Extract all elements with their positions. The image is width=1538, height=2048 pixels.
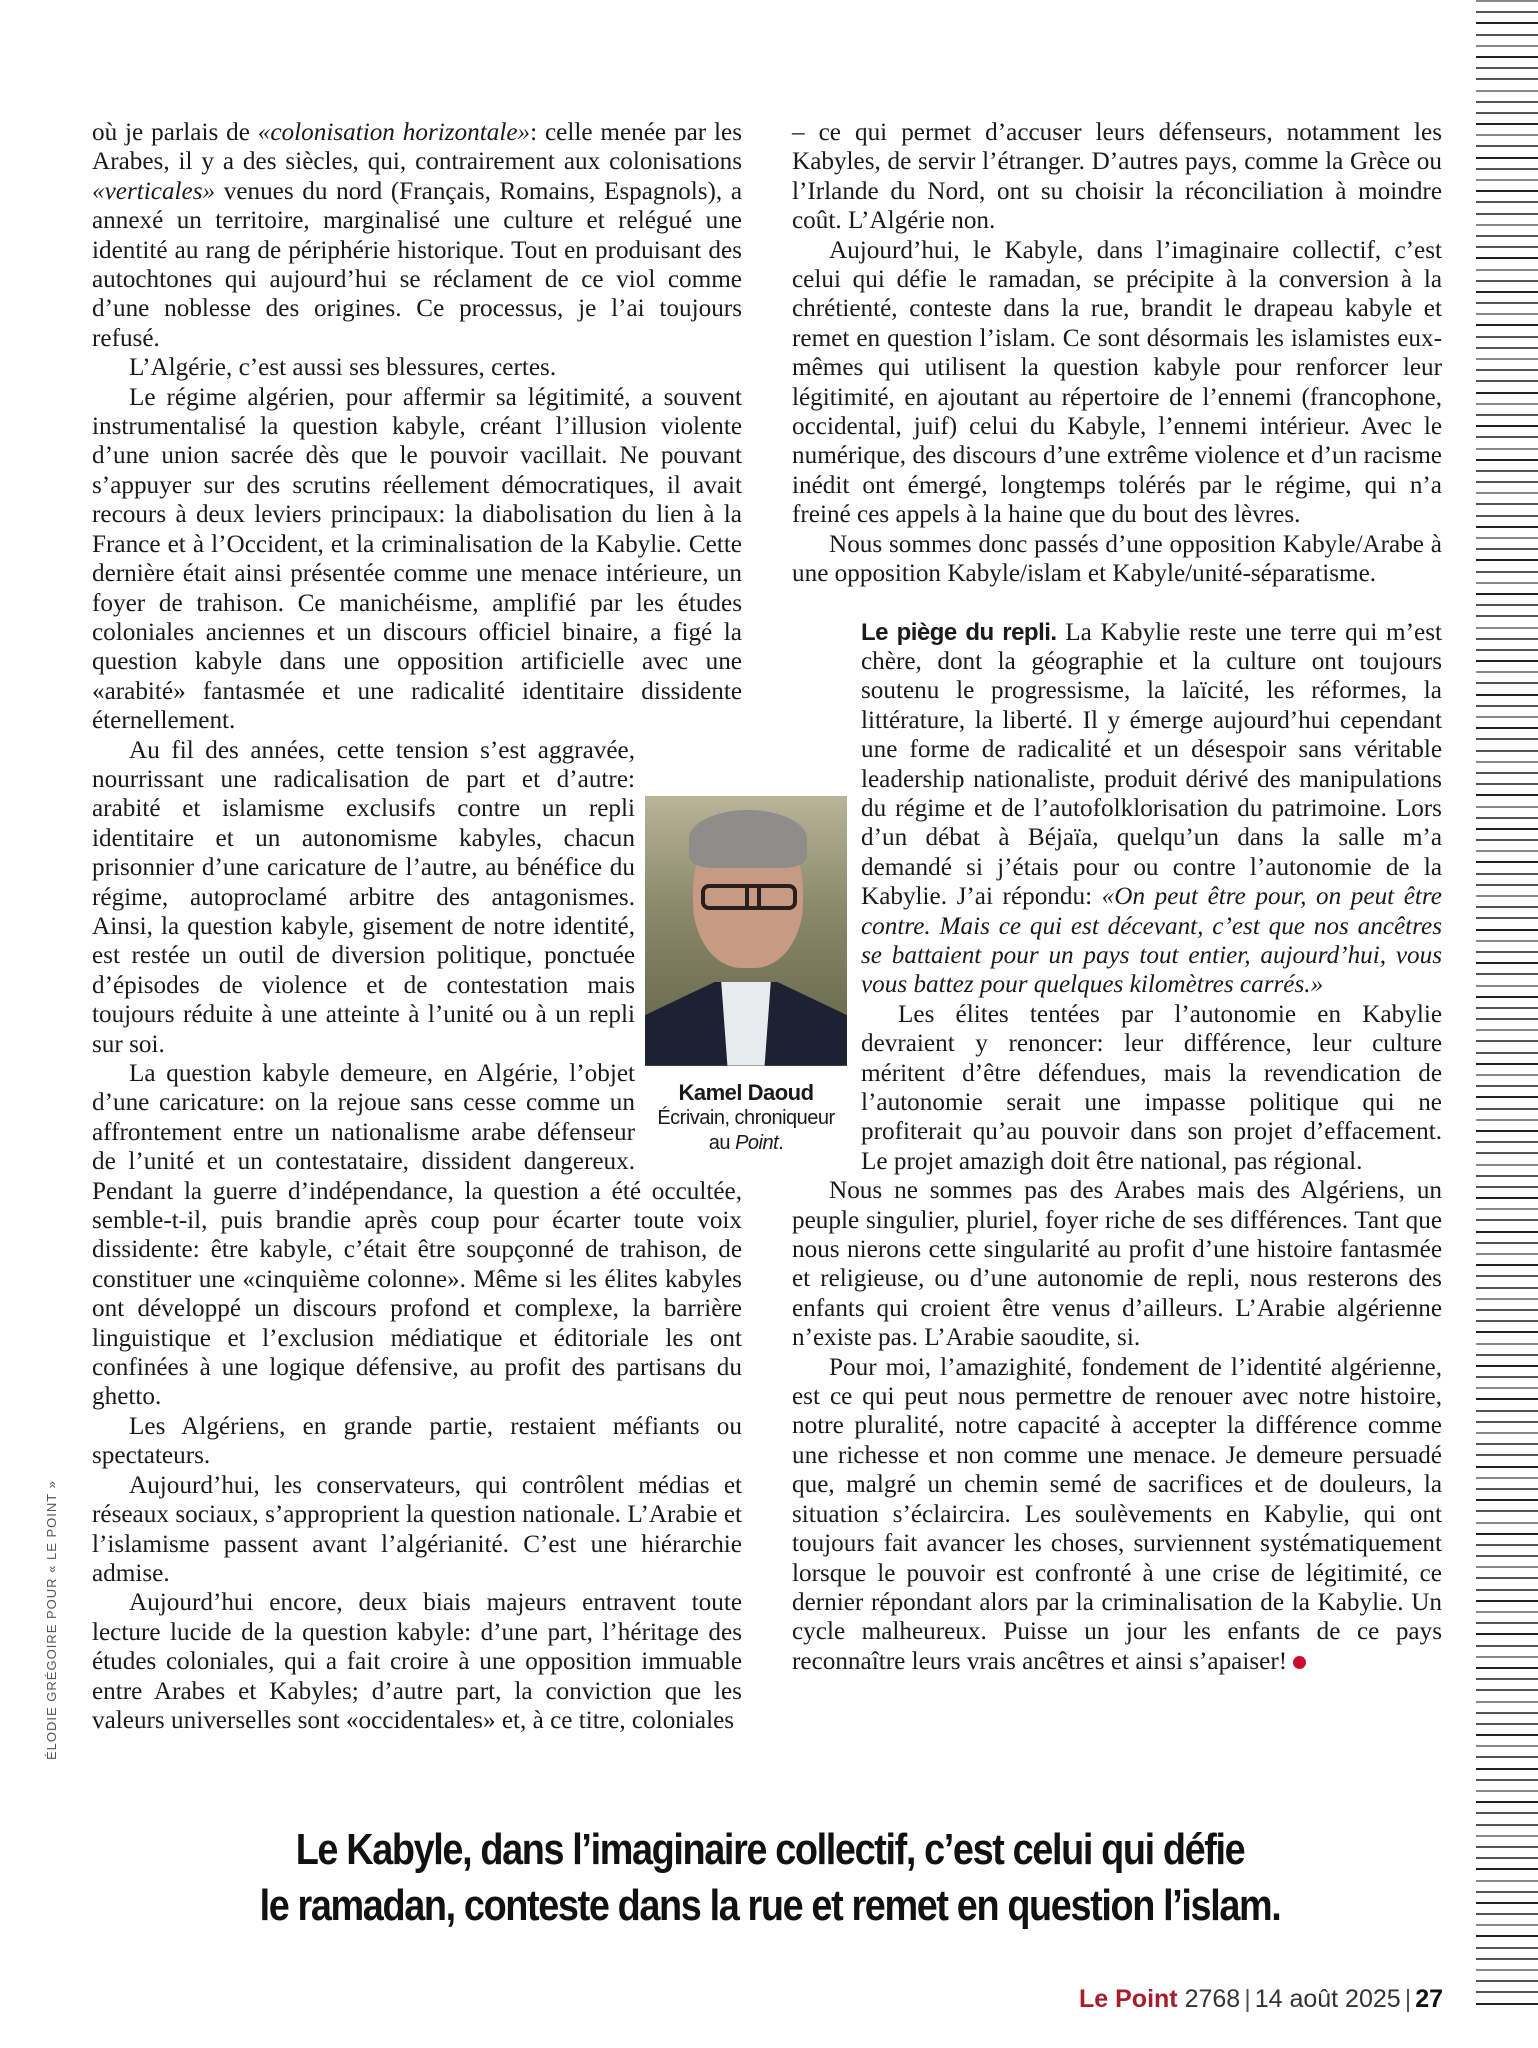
edge-stripe [1476,1510,1538,1512]
edge-stripe [1476,1488,1538,1490]
edge-stripe [1476,1645,1538,1647]
text-run: : celle menée par les Arabes, il y a des siècles, qui, contrairement aux colonisations [92,119,742,176]
edge-stripe [1476,224,1538,226]
edge-stripe [1476,571,1538,573]
edge-stripe [1476,895,1538,897]
paragraph: La question kabyle demeure, en Algérie, l’objet d’une caricature: on la rejoue sans cesse comme un affrontement entre un nationalisme arabe défenseur de l’unité et un contestataire, dissident dangereux. Pendant la guerre d’indépendance, la question a été occultée, semble-t-il, puis brandie après coup pour écarter toute voix dissidente: être kabyle, c’était être soupçonné de trahison, de constituer une «cinquième colonne». Même si les élites kabyles ont développé un discours profond et complexe, la barrière linguistique et l’exclusion médiatique et éditoriale les ont confinées à une logique défensive, au profit des partisans du ghetto. [92,1060,742,1411]
edge-stripe [1476,772,1538,774]
edge-stripe [1476,470,1538,472]
edge-stripe [1476,157,1538,159]
edge-stripe [1476,380,1538,382]
edge-stripe [1476,34,1538,36]
edge-stripe [1476,347,1538,349]
author-role-text: Écrivain, chroniqueur au [657,1106,835,1154]
text-run: La Kabylie reste une terre qui m’est chère, dont la géographie et la culture ont toujours soutenu le progressisme, la laïcité, les réformes, la littérature, la liberté. Il y émerge aujourd’hui cependant une forme de radicalité et un désespoir sans véritable leadership nationaliste, produit dérivé des manipulations du régime et de l’autofolklorisation du patrimoine. Lors d’un débat à Béjaïa, quelqu’un dans la salle m’a demandé si j’étais pour ou contre l’autonomie de la Kabylie. J’ai répondu: [861,618,1442,911]
edge-stripe [1476,392,1538,394]
edge-stripe [1476,1477,1538,1479]
edge-stripe [1476,1544,1538,1546]
edge-stripe [1476,291,1538,293]
edge-stripe [1476,761,1538,763]
edge-stripe [1476,1007,1538,1009]
edge-stripe [1476,884,1538,886]
paragraph: – ce qui permet d’accuser leurs défenseurs, notamment les Kabyles, de servir l’étranger. D’autres pays, comme la Grèce ou l’Irlande du Nord, ont su choisir la réconciliation à moindre coût. L’Algérie non. [792,119,1442,235]
edge-stripe [1476,168,1538,170]
edge-stripe [1476,1880,1538,1882]
edge-stripe [1476,649,1538,651]
edge-stripe [1476,1779,1538,1781]
edge-stripe [1476,414,1538,416]
edge-stripe [1476,11,1538,13]
edge-stripe [1476,929,1538,931]
edge-stripe [1476,101,1538,103]
edge-stripe [1476,1969,1538,1971]
edge-stripe [1476,1275,1538,1277]
edge-stripe [1476,1656,1538,1658]
edge-stripe [1476,638,1538,640]
edge-stripe [1476,1376,1538,1378]
edge-stripe [1476,56,1538,58]
edge-stripe [1476,1096,1538,1098]
edge-stripe [1476,1029,1538,1031]
edge-stripe [1476,0,1538,2]
edge-stripe [1476,1667,1538,1669]
edge-stripe [1476,1085,1538,1087]
edge-stripe [1476,1499,1538,1501]
edge-stripe [1476,727,1538,729]
edge-stripe [1476,257,1538,259]
edge-stripe [1476,1768,1538,1770]
edge-stripe [1476,1264,1538,1266]
pull-quote-line-2: le ramadan, conteste dans la rue et remet en question l’islam. [259,1881,1281,1930]
edge-stripe [1476,1801,1538,1803]
edge-stripe [1476,1354,1538,1356]
edge-stripe [1476,1152,1538,1154]
edge-stripe [1476,1891,1538,1893]
edge-stripe [1476,1343,1538,1345]
edge-stripe [1476,582,1538,584]
author-name: Kamel Daoud [678,1079,814,1105]
edge-stripe [1476,1141,1538,1143]
edge-stripe [1476,246,1538,248]
article-column-right [792,118,1442,1676]
paragraph: Au fil des années, cette tension s’est aggravée, nourrissant une radicalisation de part et d’autre: arabité et islamisme exclusifs contre un repli identitaire et un autonomisme kabyles, chacun prisonnier d’une caricature de l’autre, au bénéfice du régime, autoproclamé arbitre des antagonismes. Ainsi, la question kabyle, gisement de notre identité, est restée un outil de diversion politique, ponctuée d’épisodes de violence et de contestation mais toujours réduite à une atteinte à l’unité ou à un repli sur soi. [92,736,635,1058]
edge-stripe [1476,1902,1538,1904]
edge-stripe [1476,1130,1538,1132]
edge-stripe [1476,1253,1538,1255]
edge-stripe [1476,1846,1538,1848]
edge-stripe [1476,873,1538,875]
photo-glasses [701,884,797,910]
edge-stripe [1476,1443,1538,1445]
edge-stripe [1476,794,1538,796]
issue-date: 14 août 2025 [1254,1985,1401,2013]
edge-stripe [1476,1197,1538,1199]
edge-stripe [1476,917,1538,919]
edge-stripe [1476,503,1538,505]
edge-stripe [1476,302,1538,304]
edge-stripe [1476,1119,1538,1121]
edge-stripe [1476,1287,1538,1289]
edge-stripe [1476,962,1538,964]
section-heading: Le piège du repli. [861,618,1057,646]
page-footer [1079,1985,1443,2014]
edge-stripe [1476,783,1538,785]
edge-stripe [1476,1991,1538,1993]
edge-stripe [1476,1320,1538,1322]
issue-number: 2768 [1184,1985,1241,2013]
italic-text: «colonisation horizontale» [257,119,531,146]
edge-stripe [1476,1947,1538,1949]
edge-stripe [1476,537,1538,539]
edge-stripe [1476,1074,1538,1076]
edge-stripe [1476,738,1538,740]
edge-stripe [1476,1678,1538,1680]
edge-stripe [1476,1633,1538,1635]
edge-stripe [1476,1868,1538,1870]
edge-stripe [1476,1186,1538,1188]
edge-stripe [1476,1734,1538,1736]
italic-text: «verticales» [92,177,216,205]
edge-stripe [1476,459,1538,461]
edge-stripe [1476,313,1538,315]
edge-stripe [1476,750,1538,752]
edge-stripe [1476,1432,1538,1434]
edge-stripe [1476,627,1538,629]
pull-quote-line-1: Le Kabyle, dans l’imaginaire collectif, c’est celui qui défie [295,1825,1245,1874]
edge-stripe [1476,213,1538,215]
publication-name: Point [735,1131,779,1154]
edge-stripe [1476,1219,1538,1221]
edge-stripe [1476,806,1538,808]
edge-stripe [1476,280,1538,282]
paragraph [92,118,742,353]
edge-stripe [1476,67,1538,69]
edge-stripe [1476,336,1538,338]
edge-stripe [1476,1622,1538,1624]
edge-stripe [1476,1309,1538,1311]
end-mark-dot [1293,1656,1306,1669]
edge-stripe [1476,1242,1538,1244]
edge-stripe [1476,22,1538,24]
edge-stripe [1476,559,1538,561]
edge-stripe [1476,1454,1538,1456]
pull-quote [237,1822,1303,1934]
edge-stripe [1476,951,1538,953]
edge-stripe [1476,1577,1538,1579]
text-run: où je parlais de [92,119,258,146]
edge-stripe [1476,78,1538,80]
page-edge-stripes [1476,0,1538,2048]
edge-stripe [1476,448,1538,450]
edge-stripe [1476,481,1538,483]
edge-stripe [1476,1812,1538,1814]
edge-stripe [1476,1175,1538,1177]
paragraph: Nous ne sommes pas des Arabes mais des Algériens, un peuple singulier, pluriel, foyer riche de ses différences. Tant que nous nierons cette singularité au profit d’une histoire fantasmée et religieuse, ou d’une autonomie de repli, nous resterons des enfants qui croient être venus d’ailleurs. L’Arabie algérienne n’existe pas. L’Arabie saoudite, si. [792,1177,1442,1352]
paragraph: Aujourd’hui, les conservateurs, qui contrôlent médias et réseaux sociaux, s’approprient la question nationale. L’Arabie et l’islamisme passent avant l’algérianité. C’est une hiérarchie admise. [92,1471,742,1587]
edge-stripe [1476,358,1538,360]
photo-wrap-spacer [792,794,861,1164]
edge-stripe [1476,1052,1538,1054]
edge-stripe [1476,1566,1538,1568]
edge-stripe [1476,1824,1538,1826]
edge-stripe [1476,190,1538,192]
edge-stripe [1476,604,1538,606]
footer-separator: | [1404,1985,1412,2013]
edge-stripe [1476,1208,1538,1210]
edge-stripe [1476,973,1538,975]
edge-stripe [1476,1589,1538,1591]
edge-stripe [1476,201,1538,203]
edge-stripe [1476,436,1538,438]
edge-stripe [1476,671,1538,673]
edge-stripe [1476,1611,1538,1613]
edge-stripe [1476,861,1538,863]
paragraph: Les élites tentées par l’autonomie en Kabylie devraient y renoncer: leur différence, leur culture méritent d’être défendues, mais la revendication de l’autonomie serait une impasse politique qui ne profiterait qu’au pouvoir dans son projet d’effacement. Le projet amazigh doit être national, pas régional. [861,1000,1442,1175]
edge-stripe [1476,817,1538,819]
edge-stripe [1476,235,1538,237]
edge-stripe [1476,145,1538,147]
photo-credit: ÉLODIE GRÉGOIRE POUR « LE POINT » [44,1480,59,1760]
edge-stripe [1476,1421,1538,1423]
edge-stripe [1476,1555,1538,1557]
edge-stripe [1476,1331,1538,1333]
edge-stripe [1476,269,1538,271]
edge-stripe [1476,1701,1538,1703]
edge-stripe [1476,1398,1538,1400]
edge-stripe [1476,515,1538,517]
edge-stripe [1476,403,1538,405]
edge-stripe [1476,1689,1538,1691]
paragraph: Pour moi, l’amazighité, fondement de l’identité algérienne, est ce qui peut nous permettre de renouer avec notre histoire, notre pluralité, notre capacité à accepter la différence comme une richesse et non comme une menace. Je demeure persuadé que, malgré un chemin semé de sacrifices et de douleurs, la situation s’éclaircira. Les soulèvements en Kabylie, qui ont toujours fait avancer les choses, surviennent systématiquement lorsque le pouvoir est confronté à une crise de légitimité, ce dernier répondant alors par la criminalisation de la Kabylie. Un cycle malheureux. Puisse un jour les enfants de ce pays reconnaître leurs vrais ancêtres et ainsi s’apaiser! [792,1353,1442,1675]
edge-stripe [1476,940,1538,942]
edge-stripe [1476,1018,1538,1020]
article-column-left [92,118,835,1735]
paragraph: Aujourd’hui, le Kabyle, dans l’imaginaire collectif, c’est celui qui défie le ramadan, se précipite à la conversion à la chrétienté, conteste dans la rue, brandit le drapeau kabyle et remet en question l’islam. Ce sont désormais les islamistes eux-mêmes qui utilisent la question kabyle pour renforcer leur légitimité, en ajoutant au répertoire de l’ennemi (francophone, occidental, juif) celui du Kabyle, l’ennemi intérieur. Avec le numérique, des discours d’une extrême violence et d’un racisme inédit ont émergé, longtemps tolérés par le régime, qui n’a freiné ces appels à la haine que du bout des lèvres. [792,236,1442,529]
edge-stripe [1476,1913,1538,1915]
edge-stripe [1476,45,1538,47]
edge-stripe [1476,1164,1538,1166]
paragraph: L’Algérie, c’est aussi ses blessures, certes. [129,354,557,382]
edge-stripe [1476,906,1538,908]
section-paragraph [792,618,1442,1000]
edge-stripe [1476,548,1538,550]
edge-stripe [1476,660,1538,662]
edge-stripe [1476,1600,1538,1602]
edge-stripe [1476,1924,1538,1926]
edge-stripe [1476,1980,1538,1982]
edge-stripe [1476,1723,1538,1725]
edge-stripe [1476,1365,1538,1367]
page-number: 27 [1415,1985,1443,2013]
edge-stripe [1476,1857,1538,1859]
edge-stripe [1476,1958,1538,1960]
edge-stripe [1476,705,1538,707]
author-role-suffix: . [778,1131,784,1154]
edge-stripe [1476,492,1538,494]
edge-stripe [1476,593,1538,595]
edge-stripe [1476,682,1538,684]
edge-stripe [1476,123,1538,125]
edge-stripe [1476,179,1538,181]
edge-stripe [1476,1387,1538,1389]
edge-stripe [1476,1835,1538,1837]
edge-stripe [1476,694,1538,696]
edge-stripe [1476,425,1538,427]
edge-stripe [1476,112,1538,114]
quote-text: «On peut être pour, on peut être contre. Mais ce qui est décevant, c’est que nos ancêtres se battaient pour un pays tout entier, aujourd’hui, vous vous battez pour quelques kilomètres carrés.» [861,883,1442,999]
edge-stripe [1476,1745,1538,1747]
edge-stripe [1476,1040,1538,1042]
magazine-brand: Le Point [1079,1985,1178,2013]
edge-stripe [1476,1410,1538,1412]
edge-stripe [1476,996,1538,998]
paragraph: Nous sommes donc passés d’une opposition Kabyle/Arabe à une opposition Kabyle/islam et Kabyle/unité-séparatisme. [792,530,1442,588]
edge-stripe [1476,985,1538,987]
edge-stripe [1476,369,1538,371]
edge-stripe [1476,1712,1538,1714]
edge-stripe [1476,2003,1538,2005]
edge-stripe [1476,526,1538,528]
edge-stripe [1476,1466,1538,1468]
edge-stripe [1476,134,1538,136]
paragraph: Le régime algérien, pour affermir sa légitimité, a souvent instrumentalisé la question kabyle, créant l’illusion violente d’une union sacrée dès que le pouvoir vacillait. Ne pouvant s’appuyer sur des scrutins réellement démocratiques, il avait recours à deux leviers principaux: la diabolisation du lien à la France et à l’Occident, et la criminalisation de la Kabylie. Cette dernière était ainsi présentée comme une menace intérieure, un foyer de trahison. Ce manichéisme, amplifié par les études coloniales anciennes et un discours officiel binaire, a figé la question kabyle dans une opposition artificielle avec une «arabité» fantasmée et une radicalité identitaire dissidente éternellement. [92,383,742,735]
edge-stripe [1476,828,1538,830]
edge-stripe [1476,1231,1538,1233]
edge-stripe [1476,324,1538,326]
edge-stripe [1476,1756,1538,1758]
edge-stripe [1476,1298,1538,1300]
edge-stripe [1476,850,1538,852]
edge-stripe [1476,1935,1538,1937]
edge-stripe [1476,716,1538,718]
edge-stripe [1476,1522,1538,1524]
paragraph: Aujourd’hui encore, deux biais majeurs entravent toute lecture lucide de la question kabyle: d’une part, l’héritage des études coloniales, qui a fait croire à une opposition immuable entre Arabes et Kabyles; d’autre part, la conviction que les valeurs universelles sont «occidentales» et, à ce titre, coloniales [92,1589,742,1734]
footer-separator: | [1244,1985,1251,2013]
edge-stripe [1476,90,1538,92]
edge-stripe [1476,1108,1538,1110]
edge-stripe [1476,1063,1538,1065]
edge-stripe [1476,615,1538,617]
text-run: venues du nord (Français, Romains, Espagnols), a annexé un territoire, marginalisé une culture et relégué une identité au rang de périphérie historique. Tout en produisant des autochtones qui aujourd’hui se réclament de ce viol comme d’une noblesse des origines. Ce processus, je l’ai toujours refusé. [92,177,742,352]
edge-stripe [1476,1790,1538,1792]
edge-stripe [1476,839,1538,841]
paragraph: Les Algériens, en grande partie, restaient méfiants ou spectateurs. [92,1412,742,1470]
photo-hair [689,810,807,868]
edge-stripe [1476,1533,1538,1535]
